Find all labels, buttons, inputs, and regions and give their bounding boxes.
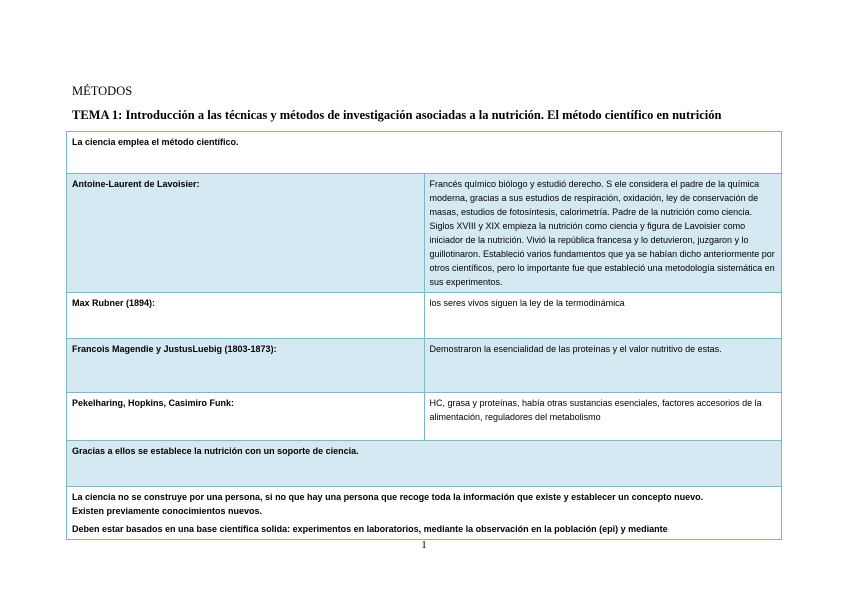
summary-row bbox=[67, 441, 782, 487]
topic-title: TEMA 1: Introducción a las técnicas y métodos de investigación asociadas a la nutrición. El método científico en nutrición bbox=[72, 108, 722, 122]
table-row bbox=[67, 293, 782, 339]
closing-line: Existen previamente conocimientos nuevos. bbox=[72, 506, 263, 516]
closing-line: Deben estar basados en una base científica solida: experimentos en laboratorios, mediante la observación en la población (epi) y mediante bbox=[72, 524, 668, 534]
scientist-name: Pekelharing, Hopkins, Casimiro Funk: bbox=[67, 393, 425, 441]
scientist-description: Demostraron la esencialidad de las proteínas y el valor nutritivo de estas. bbox=[424, 339, 782, 393]
scientist-description: los seres vivos siguen la ley de la termodinámica bbox=[424, 293, 782, 339]
table-row bbox=[67, 393, 782, 441]
section-title: MÉTODOS bbox=[72, 84, 133, 98]
notes-table bbox=[66, 131, 782, 540]
scientist-name: Antoine-Laurent de Lavoisier: bbox=[67, 174, 425, 293]
table-row bbox=[67, 174, 782, 293]
intro-cell: La ciencia emplea el método científico. bbox=[67, 132, 782, 174]
closing-line: La ciencia no se construye por una persona, si no que hay una persona que recoge toda la información que existe y establecer un concepto nuevo. bbox=[72, 492, 704, 502]
scientist-description: HC, grasa y proteínas, había otras sustancias esenciales, factores accesorios de la alimentación, reguladores del metabolismo bbox=[424, 393, 782, 441]
summary-cell: Gracias a ellos se establece la nutrición con un soporte de ciencia. bbox=[67, 441, 782, 487]
scientist-description: Francés químico biólogo y estudió derecho. S ele considera el padre de la química moderna, gracias a sus estudios de respiración, oxidación, ley de conservación de masas, estudios de fotosíntesis, calorimetría. Padre de la nutrición como ciencia. Siglos XVIII y XIX empieza la nutrición como ciencia y figura de Lavoisier como iniciador de la nutrición. Vivió la república francesa y lo detuvieron, juzgaron y lo guillotinaron. Estableció varios fundamentos que ya se habían dicho anteriormente por otros científicos, pero lo importante fue que estableció una metodología sistemática en sus experimentos. bbox=[424, 174, 782, 293]
table-row bbox=[67, 339, 782, 393]
closing-cell bbox=[67, 487, 782, 540]
scientist-name: Francois Magendie y JustusLuebig (1803-1873): bbox=[67, 339, 425, 393]
closing-row bbox=[67, 487, 782, 540]
page-number: 1 bbox=[421, 539, 427, 551]
scientist-name: Max Rubner (1894): bbox=[67, 293, 425, 339]
intro-row bbox=[67, 132, 782, 174]
